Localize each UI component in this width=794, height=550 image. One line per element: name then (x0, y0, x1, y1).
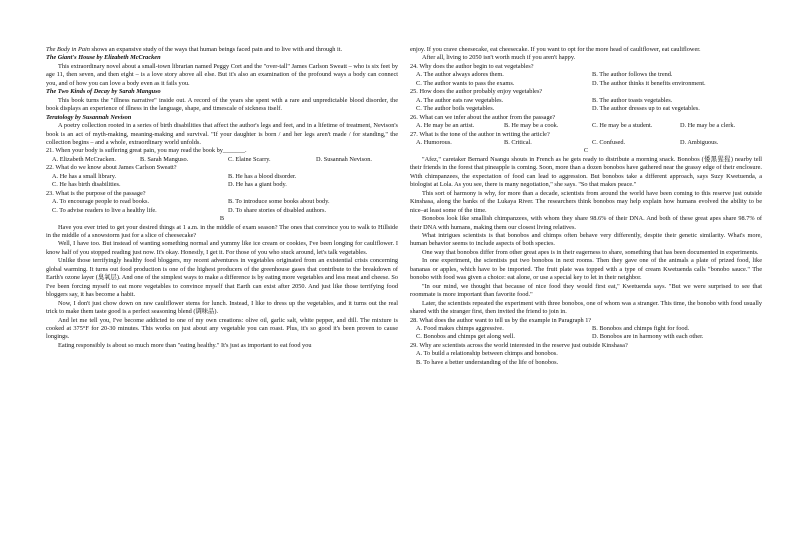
option: A. To encourage people to read books. (52, 198, 150, 206)
option: A. He has a small library. (52, 172, 117, 180)
paragraph: "Afez," caretaker Bernard Nsangu shouts in French as he gets ready to distribute a morning snack. Bonobos (倭黑猩猩) nearby tell their friends in the forest that pineapple is coming. Soon, more than a dozen bonobos have gathered near the grassy edge of their enclosure. With chimpanzees, the expectation of food can lead to aggression. But bonobos take a different approach, says Suzy Kwetuenda, a biologist at Lola. As you see, there is many negotiation," she says. "So that makes peace." (410, 155, 762, 189)
question-25: 25. How does the author probably enjoy vegetables? (410, 88, 543, 96)
left-column (46, 46, 398, 350)
right-column (410, 46, 762, 367)
paragraph: "In our mind, we thought that because of nice food they would first eat," Kwetuenda says. "But we were surprised to see that roommate is more important than favorite food." (410, 282, 762, 299)
option: C. The author wants to pass the exams. (416, 79, 515, 87)
question-23: 23. What is the purpose of the passage? (46, 189, 146, 197)
paragraph: And let me tell you, I've become addicted to one of my own creations: olive oil, garlic salt, white pepper, and dill. The mixture is cooked at 375°F for 20-30 minutes. This works on just about any vegetable you can roast. Plus, it's so good it's been proven to cause longings. (46, 316, 398, 341)
paragraph: This book turns the "illness narrative" inside out. A record of the years she spent with a rare and unpredictable blood disorder, the book displays an experience of illness in the language, shape, and timescale of sickness itself. (46, 96, 398, 113)
option: D. The author thinks it benefits environment. (592, 79, 706, 87)
option: A. Humorous. (416, 138, 452, 146)
option: C. The author boils vegetables. (416, 105, 495, 113)
paragraph: A poetry collection rooted in a series of birth disabilities that affect the author's legs and feet, and in a lifetime of treatment, Nevison's book is an act of myth-making, meaning-making and survival. "If your daughter is born / and her legs aren't made / for standing," the collection begins – and a whole, extraordinary world unfolds. (46, 122, 398, 146)
paragraph: This extraordinary novel about a small-town librarian named Peggy Cort and the "over-tall" James Carlson Sweatt – who is six feet by age 11, then seven, and then eight – is a love story above all else. But it's also an examination of the profound ways a body can connect you, and of how you can love a body even as it fails you. (46, 62, 398, 87)
question-22-options (46, 173, 398, 190)
question-27-options (410, 139, 762, 147)
question-25-options (410, 97, 762, 114)
option: C. To advise readers to live a healthy life. (52, 206, 157, 214)
paragraph: Well, I have too. But instead of wanting something normal and yummy like ice cream or cookies, I've been longing for cauliflower. I know half of you stopped reading just now. It's okay. Honestly, I get it. For those of you who stuck around, let's talk vegetables. (46, 240, 398, 256)
paragraph: After all, living to 2050 isn't worth much if you aren't happy. (422, 54, 576, 62)
question-28-options (410, 325, 762, 342)
paragraph: What intrigues scientists is that bonobos and chimps often behave very differently, despite their genetic similarity. What's more, human behavior seems to include aspects of both species. (410, 231, 762, 248)
paragraph: One way that bonobos differ from other great apes is in their eagerness to share, something that has been documented in experiments. (422, 248, 759, 256)
option: B. Critical. (504, 138, 532, 146)
option: B. The author follows the trend. (592, 71, 673, 79)
question-27: 27. What is the tone of the author in writing the article? (410, 130, 550, 138)
option: A. The author eats raw vegetables. (416, 96, 504, 104)
section-label-b: B (219, 215, 225, 223)
question-26: 26. What can we infer about the author from the passage? (410, 113, 556, 121)
option: C. Confused. (592, 138, 626, 146)
option: C. Elaine Scarry. (228, 155, 271, 163)
option: A. Food makes chimps aggressive. (416, 324, 504, 332)
option: A. To build a relationship between chimps and bonobos. (416, 350, 558, 358)
question-26-options (410, 122, 762, 130)
book-heading-teratology: Teratology by Susannah Nevison (46, 113, 132, 121)
intro-paragraph: The Body in Pain shows an expansive study of the ways that human beings faced pain and to live with and through it. (46, 46, 343, 53)
paragraph: enjoy. If you crave cheesecake, eat cheesecake. If you want to opt for the more head of cauliflower, eat cauliflower. (410, 46, 701, 53)
option: B. Sarah Manguso. (140, 155, 189, 163)
option: C. He has birth disabilities. (52, 181, 121, 189)
book-heading-giants-house: The Giant's House by Elizabeth McCracken (46, 54, 161, 62)
question-22: 22. What do we know about James Carlson Sweatt? (46, 164, 177, 172)
question-21-options (46, 156, 398, 164)
question-28: 28. What does the author want to tell us by the example in Paragraph 1? (410, 316, 592, 324)
question-24: 24. Why does the author begin to eat vegetables? (410, 62, 534, 70)
option: B. Bonobos and chimps fight for food. (592, 324, 690, 332)
book-heading-two-kinds-of-decay: The Two Kinds of Decay by Sarah Manguso (46, 88, 161, 96)
paragraph: This sort of harmony is why, for more than a decade, scientists from around the world have been coming to this reserve just outside Kinshasa, along the banks of the Lukaya River. The researchers think bonobos may help explain how humans evolved the ability to be nice–at least some of the time. (410, 189, 762, 214)
option: A. The author always adores them. (416, 71, 504, 79)
option: B. To introduce some books about body. (228, 198, 330, 206)
section-label-c: C (583, 147, 589, 155)
paragraph: Bonobos look like smallish chimpanzees, with whom they share 98.6% of their DNA. And both of these great apes share 98.7% of their DNA with humans, making them our closest living relatives. (410, 215, 762, 231)
option: A. He may be an artist. (416, 122, 475, 130)
question-23-options (46, 198, 398, 215)
paragraph: Have you ever tried to get your desired things at 1 a.m. in the middle of exam season? The ones that convince you to walk to Hillside in the middle of a snowstorm just for a slice of cheesecake? (46, 223, 398, 239)
option: D. Ambiguous. (680, 138, 719, 146)
option: C. Bonobos and chimps get along well. (416, 333, 515, 341)
option: D. He may be a clerk. (680, 122, 736, 130)
option: B. To have a better understanding of the life of bonobos. (416, 358, 559, 366)
paragraph: Unlike those terrifyingly healthy food bloggers, my recent adventures in vegetables originated from an existential crisis concerning global warming. It turns out food production is one of the highest producers of the greenhouse gases that contribute to the breakdown of Earth's ozone layer (臭氧层). And one of the simplest ways to make a difference is by eating more vegetables and less meat and cheese. So I've been forcing myself to eat more vegetables to convince myself that Earth can exist after 2050. And just like those terrifying food bloggers say, it has become a habit. (46, 257, 398, 299)
option: D. He has a giant body. (228, 181, 287, 189)
option: D. Susannah Nevison. (316, 155, 372, 163)
question-29: 29. Why are scientists across the world interested in the reserve just outside Kinshasa? (410, 341, 628, 349)
paragraph: Eating responsibly is about so much more than "eating healthy." It's just as important to eat food you (58, 341, 312, 349)
option: C. He may be a student. (592, 122, 653, 130)
paragraph: Now, I don't just chow down on raw cauliflower stems for lunch. Instead, I like to dress up the vegetables, and it turns out the real trick to make them taste good is a perfect seasoning blend (调味品). (46, 299, 398, 316)
option: B. The author toasts vegetables. (592, 96, 673, 104)
question-24-options (410, 71, 762, 88)
paragraph: In one experiment, the scientists put two bonobos in next rooms. Then they gave one of the animals a plate of prized food, like bananas or apples, which have to be imported. The fruit plate was topped with a type of cream Kwetuenda calls "bonobo sauce." The bonobo with food was given a choice: eat alone, or use a special key to let in their neighbor. (410, 257, 762, 282)
option: D. Bonobos are in harmony with each other. (592, 333, 704, 341)
option: A. Elizabeth McCracken. (52, 155, 116, 163)
question-21: 21. When your body is suffering great pain, you may read the book by_______. (46, 147, 247, 155)
option: D. To share stories of disabled authors. (228, 206, 327, 214)
option: B. He has a blood disorder. (228, 172, 297, 180)
paragraph: Later, the scientists repeated the experiment with three bonobos, one of whom was a stranger. This time, the bonobo with food usually shared with the stranger first, then invited the friend to join in. (410, 299, 762, 316)
option: B. He may be a cook. (504, 122, 559, 130)
option: D. The author dresses up to eat vegetables. (592, 105, 700, 113)
